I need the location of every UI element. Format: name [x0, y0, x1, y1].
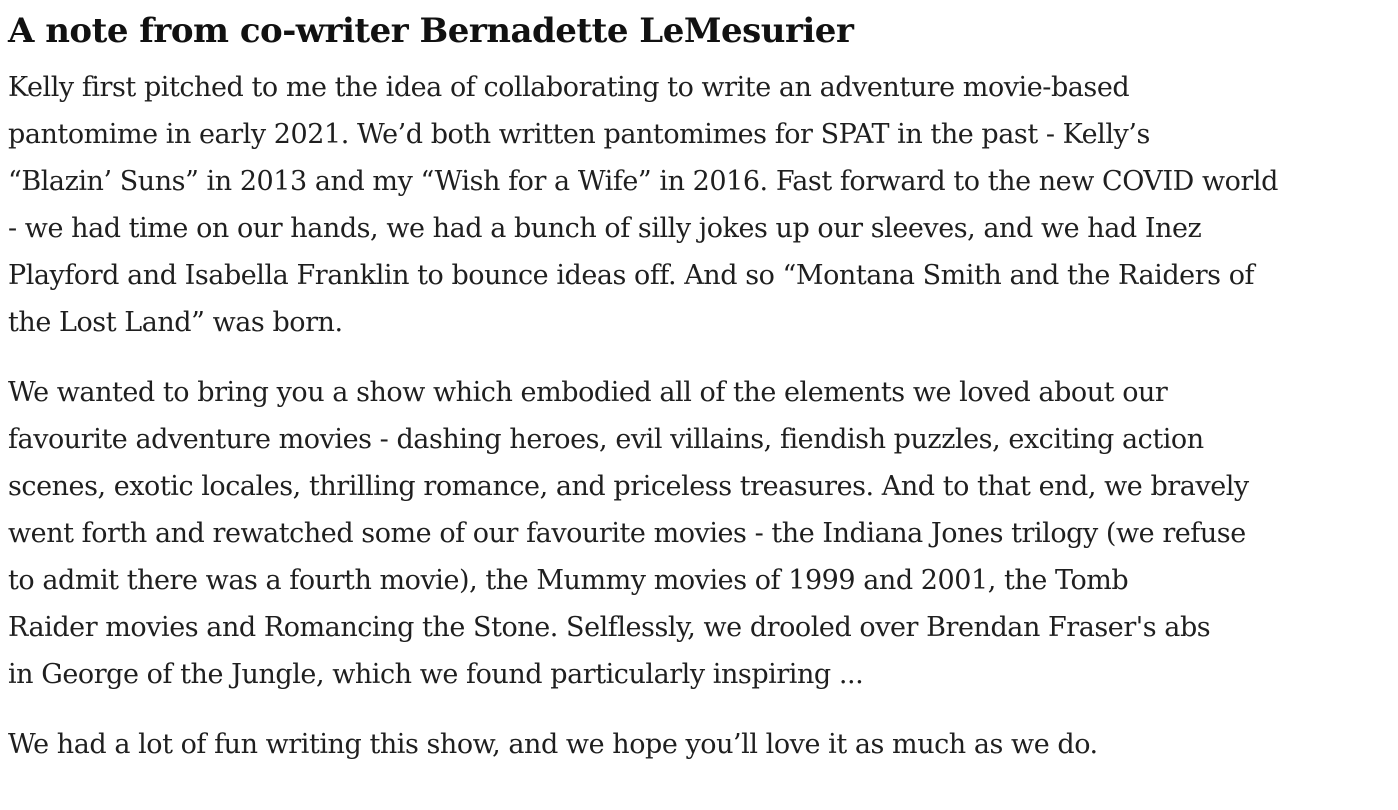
paragraph-line: scenes, exotic locales, thrilling romance, and priceless treasures. And to that end, we bravely — [8, 471, 1249, 502]
paragraph-line: to admit there was a fourth movie), the Mummy movies of 1999 and 2001, the Tomb — [8, 565, 1129, 596]
paragraph-line: Kelly first pitched to me the idea of collaborating to write an adventure movie-based — [8, 72, 1130, 103]
paragraph-line: - we had time on our hands, we had a bunch of silly jokes up our sleeves, and we had Inez — [8, 213, 1202, 244]
article-title: A note from co-writer Bernadette LeMesurier — [8, 11, 854, 51]
paragraph-line: pantomime in early 2021. We’d both written pantomimes for SPAT in the past - Kelly’s — [8, 119, 1150, 150]
paragraph-line: in George of the Jungle, which we found particularly inspiring ... — [8, 659, 864, 690]
paragraph-line: favourite adventure movies - dashing heroes, evil villains, fiendish puzzles, exciting action — [8, 424, 1204, 455]
paragraph-intro — [8, 64, 1380, 346]
paragraph-line: We had a lot of fun writing this show, and we hope you’ll love it as much as we do. — [8, 729, 1098, 760]
paragraph-line: Playford and Isabella Franklin to bounce ideas off. And so “Montana Smith and the Raiders of — [8, 260, 1255, 291]
paragraph-line: the Lost Land” was born. — [8, 307, 343, 338]
paragraph-inspiration — [8, 369, 1380, 698]
paragraph-line: Raider movies and Romancing the Stone. Selflessly, we drooled over Brendan Fraser's abs — [8, 612, 1211, 643]
paragraph-line: “Blazin’ Suns” in 2013 and my “Wish for a Wife” in 2016. Fast forward to the new COVID world — [8, 166, 1278, 197]
paragraph-closing — [8, 721, 1380, 768]
paragraph-line: We wanted to bring you a show which embodied all of the elements we loved about our — [8, 377, 1168, 408]
paragraph-line: went forth and rewatched some of our favourite movies - the Indiana Jones trilogy (we refuse — [8, 518, 1246, 549]
